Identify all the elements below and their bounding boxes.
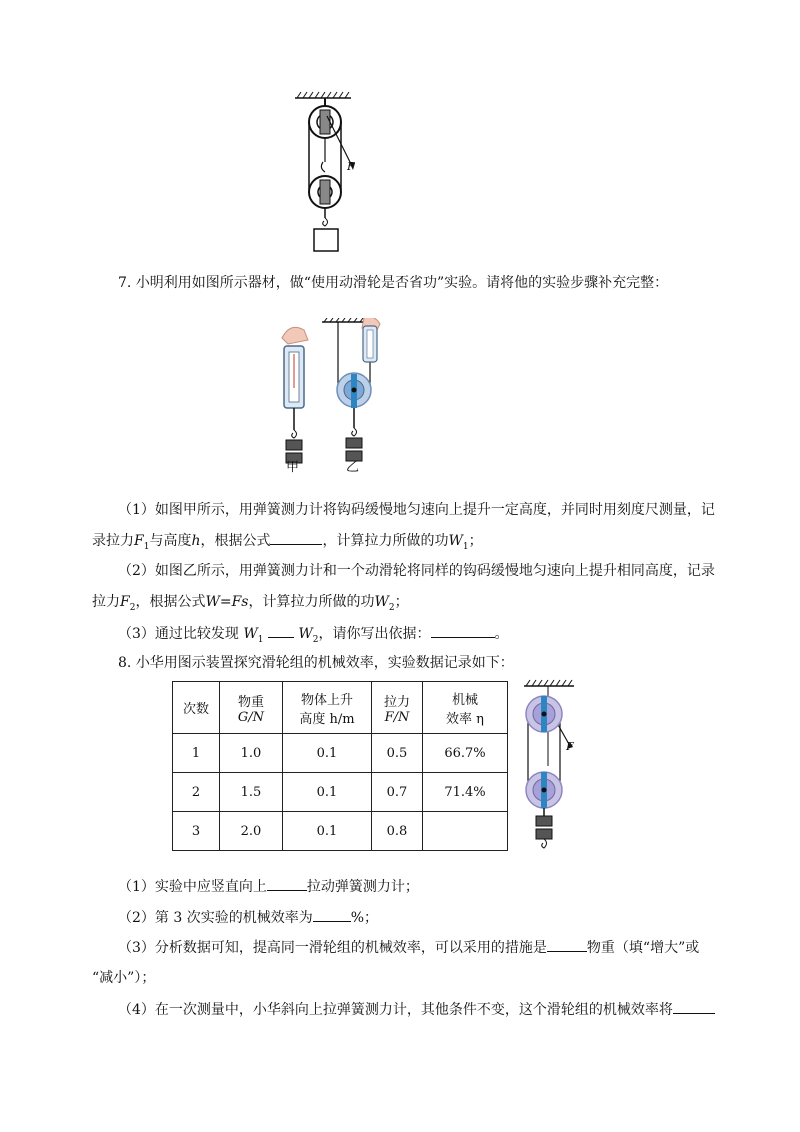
- question-7-step-2-line-1: （2）如图乙所示，用弹簧测力计和一个动滑轮将同样的钩码缓慢地匀速向上提升相同高度，记录: [118, 563, 715, 579]
- sub3-blank[interactable]: [547, 937, 587, 952]
- sub4-blank[interactable]: [673, 999, 715, 1014]
- question-7-step-1-line-1: （1）如图甲所示，用弹簧测力计将钩码缓慢地匀速向上提升一定高度，并同时用刻度尺测量，记: [118, 502, 715, 518]
- table-row: 2 1.5 0.1 0.7 71.4%: [173, 773, 508, 812]
- data-table: [172, 681, 508, 851]
- table-header-cell: 拉力 F/N: [372, 682, 423, 734]
- question-8-number: 8.: [118, 655, 132, 671]
- question-7-step-2-line-2: 拉力$F_2$，根据公式W=Fs，计算拉力所做的功$W_2$；: [92, 594, 409, 613]
- figure-label-yi: 乙: [346, 460, 360, 475]
- question-7-step-3: （3）通过比较发现 $W_1$ $W_2$，请你写出依据： 。: [118, 623, 509, 650]
- force-label-q8: F: [566, 740, 574, 753]
- formula-blank[interactable]: [270, 530, 322, 545]
- question-7-step-1-line-2: 录拉力$F_1$与高度h，根据公式 ，计算拉力所做的功$W_1$；: [92, 530, 483, 557]
- table-row: 3 2.0 0.1 0.8: [173, 812, 508, 851]
- efficiency-blank-cell[interactable]: [423, 812, 508, 851]
- table-header-cell: 物重 G/N: [220, 682, 283, 734]
- question-7-number: 7.: [118, 275, 132, 291]
- compare-blank[interactable]: [268, 623, 294, 638]
- question-8-sub-2: （2）第 3 次实验的机械效率为 %；: [118, 907, 378, 928]
- question-8-stem: [118, 653, 514, 673]
- reason-blank[interactable]: [431, 623, 495, 638]
- question-7-text: 小明利用如图所示器材，做“使用动滑轮是否省功”实验。请将他的实验步骤补充完整：: [135, 275, 669, 291]
- table-header-cell: 次数: [173, 682, 220, 734]
- sub1-blank[interactable]: [267, 876, 307, 891]
- question-8-sub-3-line-2: “减小”）；: [92, 970, 156, 986]
- question-8-sub-3-line-1: （3）分析数据可知，提高同一滑轮组的机械效率，可以采用的措施是 物重（填“增大”或: [118, 937, 699, 958]
- question-8-sub-4: （4）在一次测量中，小华斜向上拉弹簧测力计，其他条件不变，这个滑轮组的机械效率将: [118, 999, 715, 1020]
- table-header-cell: 机械 效率 η: [423, 682, 508, 734]
- question-8-sub-1: （1）实验中应竖直向上 拉动弹簧测力计；: [118, 876, 419, 897]
- question-8-text: 小华用图示装置探究滑轮组的机械效率，实验数据记录如下：: [135, 655, 514, 671]
- table-row: 1 1.0 0.1 0.5 66.7%: [173, 734, 508, 773]
- table-header-cell: 物体上升 高度 h/m: [283, 682, 372, 734]
- pulley-block-figure: [518, 676, 588, 860]
- spring-scale-figure: [272, 318, 422, 468]
- question-7-stem: [118, 273, 668, 293]
- figure-label-jia: 甲: [286, 460, 300, 475]
- table-header-row: [173, 682, 508, 734]
- pulley-system-figure: [285, 88, 365, 258]
- force-label-top: F: [347, 160, 355, 173]
- sub2-blank[interactable]: [313, 907, 351, 922]
